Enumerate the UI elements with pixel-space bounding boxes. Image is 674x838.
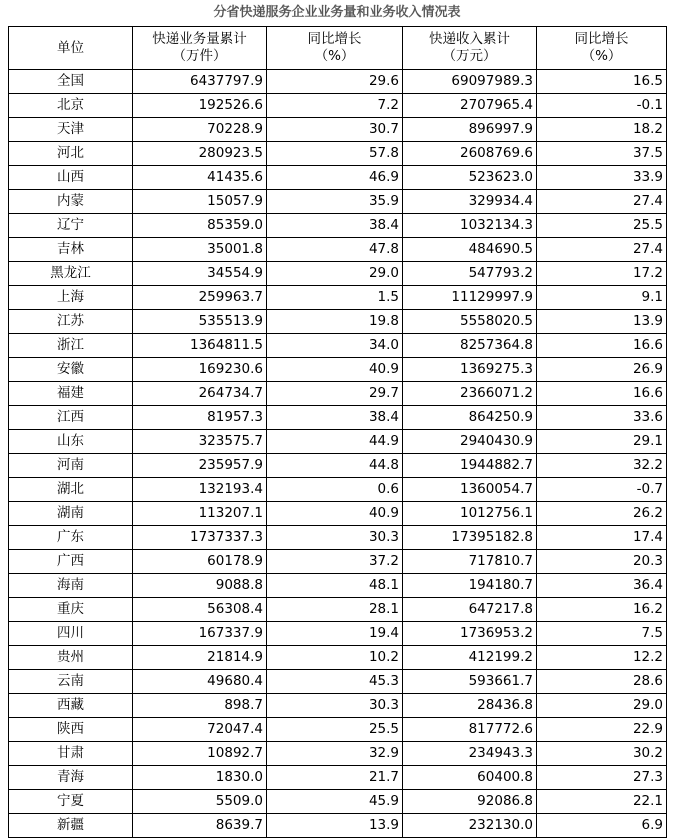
volume-growth-cell: 40.9 [267, 502, 403, 526]
header-unit [9, 27, 133, 70]
revenue-growth-cell: 16.2 [537, 598, 667, 622]
table-row [9, 166, 667, 190]
table-row [9, 430, 667, 454]
region-name: 内蒙 [9, 190, 133, 214]
region-name: 北京 [9, 94, 133, 118]
revenue-growth-cell: 20.3 [537, 550, 667, 574]
volume-growth-cell: 38.4 [267, 214, 403, 238]
revenue-growth-cell: 28.6 [537, 670, 667, 694]
table-row [9, 550, 667, 574]
region-name: 辽宁 [9, 214, 133, 238]
header-revenue-unit: （万元） [442, 48, 497, 64]
revenue-growth-cell: 29.0 [537, 694, 667, 718]
revenue-growth-cell: 27.4 [537, 238, 667, 262]
volume-cell: 72047.4 [133, 718, 267, 742]
volume-cell: 56308.4 [133, 598, 267, 622]
region-name: 四川 [9, 622, 133, 646]
revenue-growth-cell: 32.2 [537, 454, 667, 478]
revenue-growth-cell: 33.6 [537, 406, 667, 430]
header-volume-growth-label: 同比增长 [307, 31, 362, 47]
table-row [9, 382, 667, 406]
table-row [9, 622, 667, 646]
volume-growth-cell: 44.9 [267, 430, 403, 454]
header-volume-growth-unit: （%） [314, 48, 355, 64]
volume-cell: 21814.9 [133, 646, 267, 670]
revenue-growth-cell: 27.3 [537, 766, 667, 790]
volume-cell: 280923.5 [133, 142, 267, 166]
volume-growth-cell: 25.5 [267, 718, 403, 742]
header-volume-growth [267, 27, 403, 70]
revenue-growth-cell: 37.5 [537, 142, 667, 166]
table-row [9, 790, 667, 814]
region-name: 黑龙江 [9, 262, 133, 286]
volume-growth-cell: 46.9 [267, 166, 403, 190]
volume-cell: 5509.0 [133, 790, 267, 814]
volume-cell: 41435.6 [133, 166, 267, 190]
region-name: 甘肃 [9, 742, 133, 766]
table-row [9, 766, 667, 790]
revenue-growth-cell: 25.5 [537, 214, 667, 238]
volume-cell: 235957.9 [133, 454, 267, 478]
revenue-growth-cell: 27.4 [537, 190, 667, 214]
revenue-cell: 194180.7 [403, 574, 537, 598]
express-statistics-table [8, 26, 667, 838]
table-row [9, 214, 667, 238]
table-row [9, 742, 667, 766]
volume-cell: 192526.6 [133, 94, 267, 118]
header-unit-label: 单位 [57, 39, 84, 56]
table-row [9, 142, 667, 166]
volume-cell: 167337.9 [133, 622, 267, 646]
volume-cell: 85359.0 [133, 214, 267, 238]
volume-growth-cell: 34.0 [267, 334, 403, 358]
revenue-growth-cell: 9.1 [537, 286, 667, 310]
region-name: 广东 [9, 526, 133, 550]
table-title: 分省快递服务企业业务量和业务收入情况表 [213, 5, 461, 20]
revenue-growth-cell: 26.2 [537, 502, 667, 526]
revenue-cell: 11129997.9 [403, 286, 537, 310]
table-row [9, 670, 667, 694]
revenue-cell: 1360054.7 [403, 478, 537, 502]
table-row [9, 94, 667, 118]
region-name: 贵州 [9, 646, 133, 670]
region-name: 宁夏 [9, 790, 133, 814]
volume-growth-cell: 19.4 [267, 622, 403, 646]
volume-cell: 1737337.3 [133, 526, 267, 550]
table-row [9, 502, 667, 526]
revenue-cell: 8257364.8 [403, 334, 537, 358]
region-name: 福建 [9, 382, 133, 406]
volume-cell: 10892.7 [133, 742, 267, 766]
volume-cell: 535513.9 [133, 310, 267, 334]
revenue-growth-cell: 16.5 [537, 70, 667, 94]
volume-cell: 8639.7 [133, 814, 267, 838]
revenue-cell: 1369275.3 [403, 358, 537, 382]
region-name: 山东 [9, 430, 133, 454]
region-name: 云南 [9, 670, 133, 694]
revenue-cell: 17395182.8 [403, 526, 537, 550]
volume-cell: 113207.1 [133, 502, 267, 526]
table-row [9, 334, 667, 358]
volume-growth-cell: 47.8 [267, 238, 403, 262]
revenue-cell: 329934.4 [403, 190, 537, 214]
revenue-cell: 232130.0 [403, 814, 537, 838]
header-revenue [403, 27, 537, 70]
header-row [9, 27, 667, 70]
volume-growth-cell: 35.9 [267, 190, 403, 214]
revenue-growth-cell: 17.2 [537, 262, 667, 286]
revenue-growth-cell: 17.4 [537, 526, 667, 550]
revenue-cell: 1944882.7 [403, 454, 537, 478]
volume-growth-cell: 13.9 [267, 814, 403, 838]
revenue-cell: 717810.7 [403, 550, 537, 574]
region-name: 全国 [9, 70, 133, 94]
revenue-cell: 484690.5 [403, 238, 537, 262]
region-name: 河南 [9, 454, 133, 478]
table-row [9, 454, 667, 478]
revenue-growth-cell: 16.6 [537, 334, 667, 358]
volume-growth-cell: 19.8 [267, 310, 403, 334]
volume-cell: 1364811.5 [133, 334, 267, 358]
header-volume-label: 快递业务量累计 [152, 31, 247, 47]
volume-growth-cell: 30.3 [267, 526, 403, 550]
volume-cell: 259963.7 [133, 286, 267, 310]
revenue-cell: 2940430.9 [403, 430, 537, 454]
region-name: 青海 [9, 766, 133, 790]
revenue-cell: 92086.8 [403, 790, 537, 814]
header-revenue-growth-unit: （%） [581, 48, 622, 64]
revenue-growth-cell: 6.9 [537, 814, 667, 838]
volume-growth-cell: 30.7 [267, 118, 403, 142]
header-revenue-growth-label: 同比增长 [574, 31, 629, 47]
revenue-growth-cell: 22.1 [537, 790, 667, 814]
revenue-cell: 69097989.3 [403, 70, 537, 94]
volume-growth-cell: 38.4 [267, 406, 403, 430]
volume-cell: 323575.7 [133, 430, 267, 454]
table-row [9, 190, 667, 214]
region-name: 安徽 [9, 358, 133, 382]
revenue-cell: 60400.8 [403, 766, 537, 790]
revenue-cell: 28436.8 [403, 694, 537, 718]
revenue-cell: 593661.7 [403, 670, 537, 694]
table-row [9, 718, 667, 742]
volume-growth-cell: 40.9 [267, 358, 403, 382]
volume-growth-cell: 45.3 [267, 670, 403, 694]
volume-growth-cell: 28.1 [267, 598, 403, 622]
volume-growth-cell: 29.7 [267, 382, 403, 406]
revenue-cell: 5558020.5 [403, 310, 537, 334]
revenue-cell: 647217.8 [403, 598, 537, 622]
volume-growth-cell: 0.6 [267, 478, 403, 502]
revenue-cell: 864250.9 [403, 406, 537, 430]
volume-cell: 6437797.9 [133, 70, 267, 94]
revenue-cell: 2707965.4 [403, 94, 537, 118]
header-volume-unit: （万件） [172, 48, 227, 64]
table-row [9, 358, 667, 382]
region-name: 西藏 [9, 694, 133, 718]
table-row [9, 70, 667, 94]
volume-growth-cell: 45.9 [267, 790, 403, 814]
header-revenue-label: 快递收入累计 [429, 31, 510, 47]
header-volume [133, 27, 267, 70]
volume-growth-cell: 1.5 [267, 286, 403, 310]
table-row [9, 238, 667, 262]
revenue-growth-cell: 12.2 [537, 646, 667, 670]
region-name: 江西 [9, 406, 133, 430]
volume-cell: 81957.3 [133, 406, 267, 430]
region-name: 重庆 [9, 598, 133, 622]
region-name: 吉林 [9, 238, 133, 262]
volume-growth-cell: 21.7 [267, 766, 403, 790]
revenue-cell: 2366071.2 [403, 382, 537, 406]
volume-cell: 169230.6 [133, 358, 267, 382]
volume-growth-cell: 32.9 [267, 742, 403, 766]
revenue-cell: 817772.6 [403, 718, 537, 742]
table-body [9, 70, 667, 838]
region-name: 陕西 [9, 718, 133, 742]
table-row [9, 478, 667, 502]
volume-growth-cell: 7.2 [267, 94, 403, 118]
revenue-cell: 547793.2 [403, 262, 537, 286]
volume-cell: 35001.8 [133, 238, 267, 262]
revenue-growth-cell: 7.5 [537, 622, 667, 646]
region-name: 湖南 [9, 502, 133, 526]
region-name: 广西 [9, 550, 133, 574]
table-row [9, 118, 667, 142]
volume-growth-cell: 44.8 [267, 454, 403, 478]
volume-growth-cell: 30.3 [267, 694, 403, 718]
revenue-cell: 523623.0 [403, 166, 537, 190]
revenue-cell: 234943.3 [403, 742, 537, 766]
volume-growth-cell: 37.2 [267, 550, 403, 574]
region-name: 浙江 [9, 334, 133, 358]
volume-cell: 49680.4 [133, 670, 267, 694]
revenue-cell: 1012756.1 [403, 502, 537, 526]
volume-growth-cell: 57.8 [267, 142, 403, 166]
table-row [9, 574, 667, 598]
region-name: 山西 [9, 166, 133, 190]
volume-cell: 132193.4 [133, 478, 267, 502]
region-name: 海南 [9, 574, 133, 598]
volume-growth-cell: 29.0 [267, 262, 403, 286]
revenue-growth-cell: 13.9 [537, 310, 667, 334]
table-row [9, 310, 667, 334]
revenue-cell: 896997.9 [403, 118, 537, 142]
revenue-cell: 1736953.2 [403, 622, 537, 646]
revenue-growth-cell: 30.2 [537, 742, 667, 766]
volume-cell: 70228.9 [133, 118, 267, 142]
volume-cell: 898.7 [133, 694, 267, 718]
table-row [9, 262, 667, 286]
revenue-growth-cell: 16.6 [537, 382, 667, 406]
revenue-growth-cell: -0.1 [537, 94, 667, 118]
table-row [9, 286, 667, 310]
region-name: 江苏 [9, 310, 133, 334]
volume-growth-cell: 10.2 [267, 646, 403, 670]
revenue-growth-cell: 18.2 [537, 118, 667, 142]
revenue-growth-cell: 29.1 [537, 430, 667, 454]
region-name: 河北 [9, 142, 133, 166]
revenue-growth-cell: -0.7 [537, 478, 667, 502]
table-row [9, 646, 667, 670]
revenue-cell: 1032134.3 [403, 214, 537, 238]
volume-growth-cell: 29.6 [267, 70, 403, 94]
table-row [9, 814, 667, 838]
table-row [9, 598, 667, 622]
revenue-growth-cell: 36.4 [537, 574, 667, 598]
revenue-cell: 2608769.6 [403, 142, 537, 166]
table-row [9, 526, 667, 550]
region-name: 天津 [9, 118, 133, 142]
volume-cell: 60178.9 [133, 550, 267, 574]
table-row [9, 406, 667, 430]
volume-cell: 264734.7 [133, 382, 267, 406]
region-name: 上海 [9, 286, 133, 310]
volume-cell: 15057.9 [133, 190, 267, 214]
revenue-growth-cell: 22.9 [537, 718, 667, 742]
revenue-cell: 412199.2 [403, 646, 537, 670]
volume-growth-cell: 48.1 [267, 574, 403, 598]
region-name: 湖北 [9, 478, 133, 502]
table-row [9, 694, 667, 718]
revenue-growth-cell: 33.9 [537, 166, 667, 190]
volume-cell: 1830.0 [133, 766, 267, 790]
region-name: 新疆 [9, 814, 133, 838]
volume-cell: 34554.9 [133, 262, 267, 286]
revenue-growth-cell: 26.9 [537, 358, 667, 382]
header-revenue-growth [537, 27, 667, 70]
volume-cell: 9088.8 [133, 574, 267, 598]
